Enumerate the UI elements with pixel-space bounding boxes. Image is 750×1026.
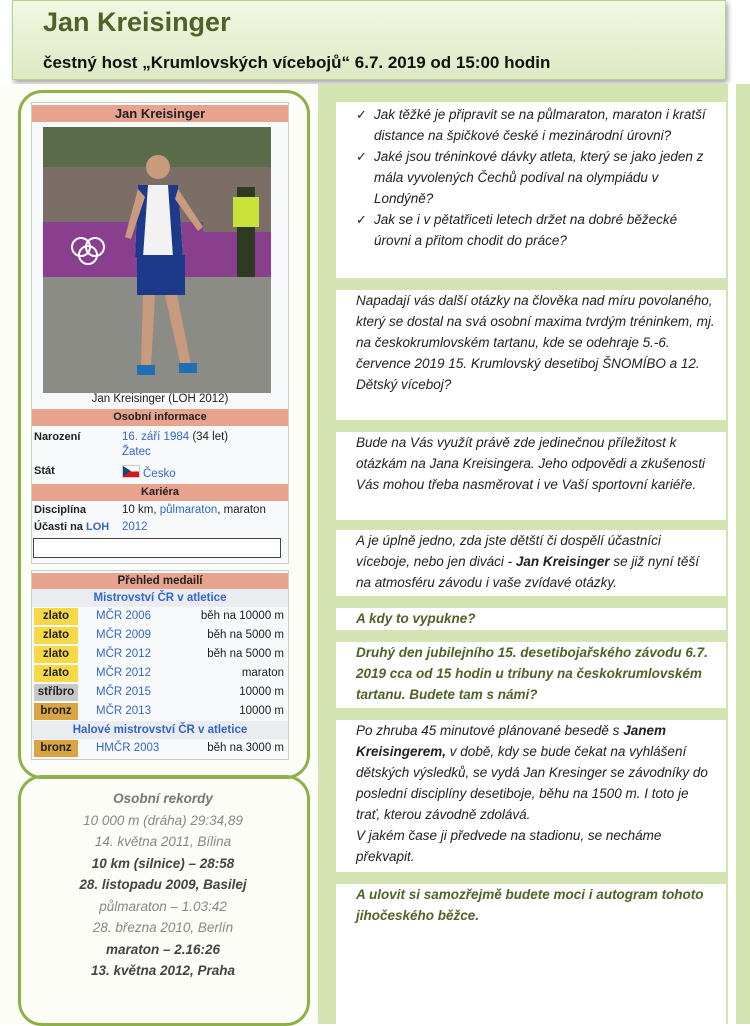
medal-row bbox=[32, 702, 288, 721]
record-line: maraton – 2.16:26 bbox=[105, 941, 221, 957]
section-personal: Osobní informace bbox=[32, 409, 288, 426]
birth-date-link[interactable]: 16. září 1984 bbox=[122, 431, 190, 443]
medal-type: bronz bbox=[34, 703, 78, 720]
medal-discipline: maraton bbox=[241, 667, 284, 679]
paragraph-2: Bude na Vás využít právě zde jedinečnou příležitost k otázkám na Jana Kreisingera. Jeho odpovědi a zkušenosti Vás mohou třeba nasměrovat i ve Vaší sportovní kariéře. bbox=[336, 432, 726, 520]
state-value bbox=[122, 465, 176, 480]
medal-discipline: běh na 5000 m bbox=[207, 629, 284, 641]
loh-link[interactable]: LOH bbox=[85, 521, 110, 533]
paragraph-5: Druhý den jubilejního 15. desetibojařského závodu 6.7. 2019 cca od 15 hodin u tribuny na českokrumlovském tartanu. Budete tam s námi? bbox=[336, 642, 726, 708]
paragraph-6: Po zhruba 45 minutové plánované besedě s Janem Kreisingerem, v době, kdy se bude čekat na vyhlášení dětských výsledků, se vydá Jan Kresinger se závodníky do poslední disciplíny desetiboje, běhu na 1500 m. I toto je trať, kterou závodně zdolává. V jakém čase ji předvede na stadionu, se necháme překvapit. bbox=[336, 720, 726, 872]
page-subtitle: čestný host „Krumlovských vícebojů“ 6.7. 2019 od 15:00 hodin bbox=[43, 53, 551, 72]
highlight-name: Janem Kreisingerem, bbox=[356, 723, 666, 759]
athlete-photo bbox=[43, 127, 271, 393]
paragraph-1: Napadají vás další otázky na člověka nad míru povolaného, který se dostal na svá osobní maxima tvrdým tréninkem, mj. na českokrumlovském tartanu, kde se odehraje 5.-6. července 2019 15. Krumlovský desetiboj ŠNOMÍBO a 12. Dětský víceboj? bbox=[336, 290, 726, 420]
question-item: ✓ Jaké jsou tréninkové dávky atleta, který se jako jeden z mála vyvolených Čechů podíval na olympiádu v Londýně? bbox=[356, 146, 716, 209]
records-title: Osobní rekordy bbox=[113, 791, 213, 806]
medal-event-link[interactable]: HMČR 2003 bbox=[96, 742, 160, 754]
medal-event-link[interactable]: MČR 2013 bbox=[96, 705, 151, 717]
birth-label: Narození bbox=[34, 431, 81, 443]
record-line: 14. května 2011, Bílina bbox=[94, 834, 232, 849]
medal-type: zlato bbox=[34, 608, 78, 625]
medals-header: Přehled medailí bbox=[32, 573, 288, 589]
medal-event-link[interactable]: MČR 2012 bbox=[96, 667, 151, 679]
medals-section-2[interactable]: Halové mistrovství ČR v atletice bbox=[32, 721, 288, 739]
header-banner bbox=[12, 0, 726, 80]
medal-row-hall bbox=[32, 739, 288, 758]
medal-discipline: běh na 3000 m bbox=[207, 742, 284, 754]
questions-box bbox=[336, 102, 726, 278]
medal-row bbox=[32, 607, 288, 626]
page-title: Jan Kreisinger bbox=[43, 7, 231, 37]
loh-value-link[interactable]: 2012 bbox=[122, 521, 148, 533]
question-item: ✓ Jak se i v pětatřiceti letech držet na dobré běžecké úrovni a přitom chodit do práce? bbox=[356, 209, 716, 251]
record-line: 13. května 2012, Praha bbox=[90, 963, 236, 978]
birth-age: (34 let) bbox=[189, 431, 229, 443]
highlight-name: Jan Kreisinger bbox=[515, 554, 610, 569]
medal-discipline: 10000 m bbox=[239, 705, 284, 717]
medal-row bbox=[32, 645, 288, 664]
record-line: 10 km (silnice) – 28:58 bbox=[91, 855, 235, 871]
record-line: půlmaraton – 1.03:42 bbox=[99, 898, 227, 914]
record-line: 28. listopadu 2009, Basilej bbox=[79, 877, 247, 892]
birth-value bbox=[122, 431, 228, 443]
state-link[interactable]: Česko bbox=[143, 468, 176, 480]
medal-row bbox=[32, 683, 288, 702]
birth-place-link[interactable]: Žatec bbox=[122, 446, 151, 458]
check-icon: ✓ bbox=[356, 107, 367, 122]
discipline-label: Disciplína bbox=[34, 504, 86, 516]
check-icon: ✓ bbox=[356, 212, 367, 227]
right-stripe bbox=[736, 84, 750, 1024]
wiki-infobox bbox=[31, 102, 289, 564]
medal-event-link[interactable]: MČR 2009 bbox=[96, 629, 151, 641]
medal-event-link[interactable]: MČR 2006 bbox=[96, 610, 151, 622]
question-item: ✓ Jak těžké je připravit se na půlmaraton, maraton i kratší distance na špičkové české i mezinárodní úrovni? bbox=[356, 104, 716, 146]
record-line: 10 000 m (dráha) 29:34,89 bbox=[83, 812, 243, 828]
medal-type: stříbro bbox=[34, 684, 78, 701]
column-divider bbox=[318, 84, 332, 1024]
state-label: Stát bbox=[34, 465, 55, 477]
section-career: Kariéra bbox=[32, 484, 288, 501]
medal-row bbox=[32, 626, 288, 645]
medal-discipline: běh na 10000 m bbox=[200, 610, 284, 622]
medal-type: zlato bbox=[34, 627, 78, 644]
medal-event-link[interactable]: MČR 2012 bbox=[96, 648, 151, 660]
infobox-name: Jan Kreisinger bbox=[32, 105, 288, 122]
czech-flag-icon bbox=[122, 465, 140, 478]
medal-discipline: běh na 5000 m bbox=[207, 648, 284, 660]
loh-label: Účasti na LOH bbox=[34, 521, 110, 533]
medals-section-1[interactable]: Mistrovství ČR v atletice bbox=[32, 589, 288, 607]
medal-discipline: 10000 m bbox=[239, 686, 284, 698]
empty-input-box bbox=[33, 538, 281, 558]
personal-records bbox=[38, 788, 288, 982]
discipline-value bbox=[122, 504, 266, 516]
medal-type: zlato bbox=[34, 665, 78, 682]
discipline-part-1: 10 km, bbox=[122, 504, 160, 516]
medal-type: zlato bbox=[34, 646, 78, 663]
paragraph-7: A ulovit si samozřejmě budete moci i autogram tohoto jihočeského běžce. bbox=[336, 884, 726, 1024]
medal-event-link[interactable]: MČR 2015 bbox=[96, 686, 151, 698]
paragraph-4: A kdy to vypukne? bbox=[336, 608, 726, 630]
paragraph-3: A je úplně jedno, zda jste dětští či dospělí účastníci víceboje, nebo jen diváci - Jan Kreisinger se již nyní těší na atmosféru závodu i vaše zvídavé otázky. bbox=[336, 530, 726, 596]
record-line: 28. března 2010, Berlín bbox=[92, 920, 234, 935]
check-icon: ✓ bbox=[356, 149, 367, 164]
discipline-link[interactable]: půlmaraton bbox=[159, 504, 218, 516]
medal-overview bbox=[31, 570, 289, 760]
medal-row bbox=[32, 664, 288, 683]
discipline-part-2: , maraton bbox=[217, 504, 266, 516]
photo-caption: Jan Kreisinger (LOH 2012) bbox=[91, 393, 229, 405]
medal-type: bronz bbox=[34, 740, 78, 757]
